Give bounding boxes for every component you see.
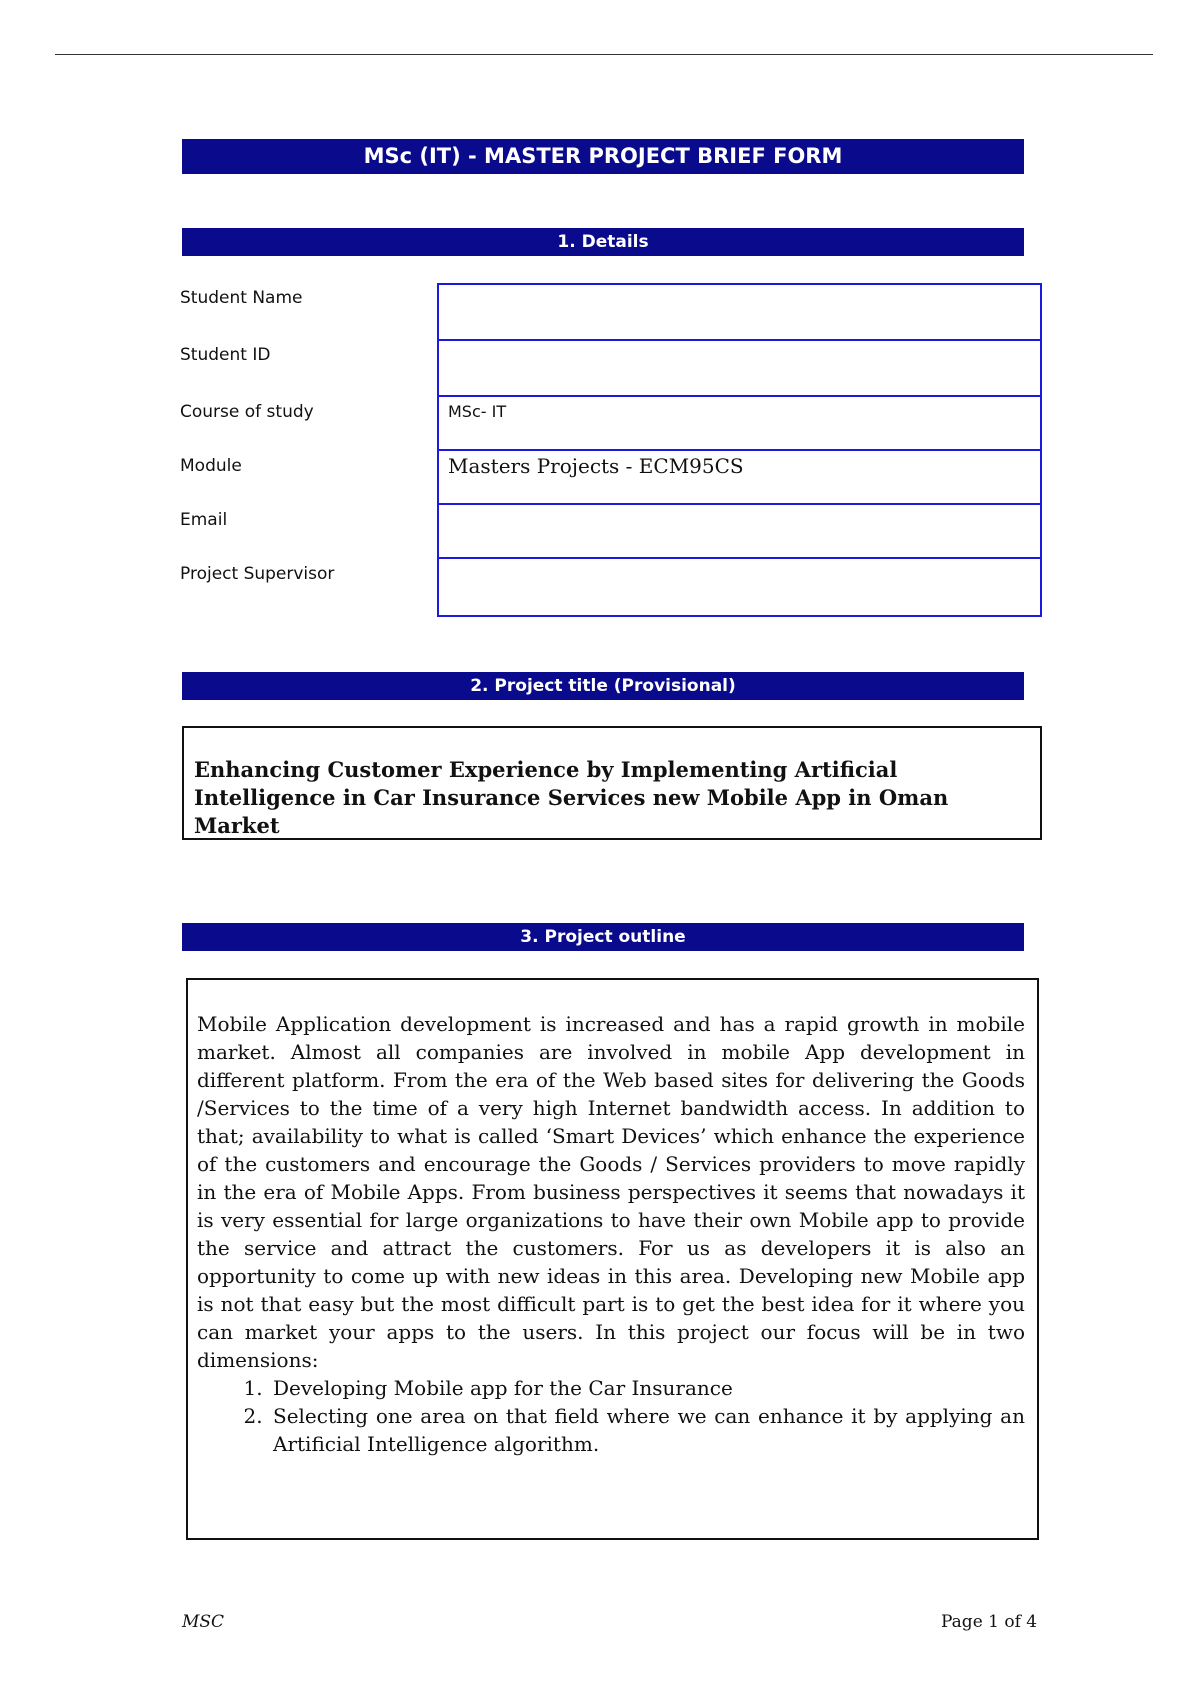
email-field[interactable] [437,503,1042,559]
section-heading-details: 1. Details [182,228,1024,256]
student-id-field[interactable] [437,339,1042,397]
outline-paragraph: Mobile Application development is increased and has a rapid growth in mobile market. Almost all companies are involved in mobile App development in different platform. From the era of the Web based sites for delivering the Goods /Services to the time of a very high Internet bandwidth access. In addition to that; availability to what is called ‘Smart Devices’ which enhance the experience of the customers and encourage the Goods / Services providers to move rapidly in the era of Mobile Apps. From business perspectives it seems that nowadays it is very essential for large organizations to have their own Mobile app to provide the service and attract the customers. For us as developers it is also an opportunity to come up with new ideas in this area. Developing new Mobile app is not that easy but the most difficult part is to get the best idea for it where you can market your apps to the users. In this project our focus will be in two dimensions: [197,1012,1025,1372]
module-label: Module [180,456,242,476]
footer-page-number: Page 1 of 4 [941,1612,1038,1632]
project-title-box: Enhancing Customer Experience by Implementing Artificial Intelligence in Car Insurance Services new Mobile App in Oman Market [182,726,1042,840]
course-of-study-field[interactable]: MSc- IT [437,395,1042,451]
student-name-label: Student Name [180,288,303,308]
email-label: Email [180,510,228,530]
student-name-field[interactable] [437,283,1042,341]
student-id-label: Student ID [180,345,271,365]
section-heading-project-title: 2. Project title (Provisional) [182,672,1024,700]
course-of-study-label: Course of study [180,402,314,422]
outline-list [197,1374,1025,1458]
module-field[interactable]: Masters Projects - ECM95CS [437,449,1042,505]
project-supervisor-field[interactable] [437,557,1042,617]
project-outline-box [186,978,1039,1540]
project-supervisor-label: Project Supervisor [180,564,335,584]
outline-list-item: 2. Selecting one area on that field where we can enhance it by applying an Artificial Intelligence algorithm. [269,1402,1025,1458]
section-heading-project-outline: 3. Project outline [182,923,1024,951]
form-title: MSc (IT) - MASTER PROJECT BRIEF FORM [182,139,1024,174]
footer-doc-label: MSC [182,1612,225,1632]
header-rule [55,54,1153,55]
outline-list-item: 1. Developing Mobile app for the Car Insurance [269,1374,1025,1402]
